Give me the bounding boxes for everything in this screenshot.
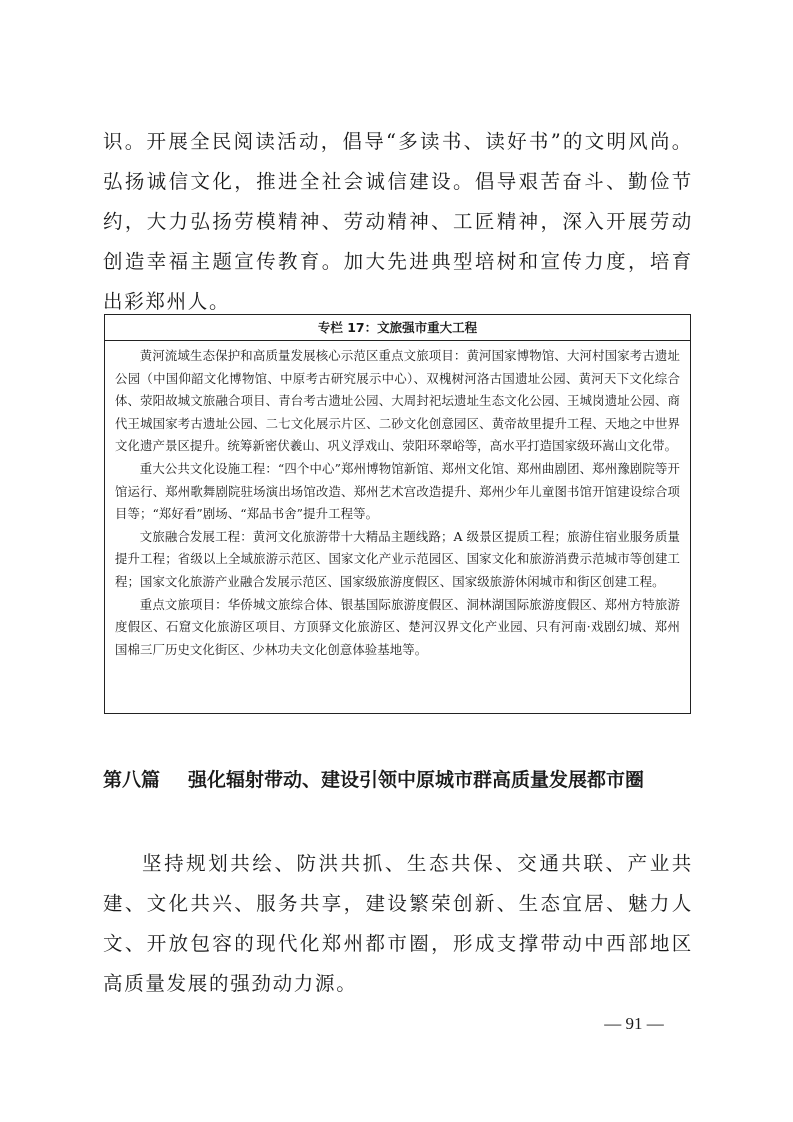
body-paragraph-bottom: 坚持规划共绘、防洪共抓、生态共保、交通共联、产业共建、文化共兴、服务共享，建设繁荣创新、生态宜居、魅力人文、开放包容的现代化郑州都市圈，形成支撑带动中西部地区高质量发展的强劲动力源。 bbox=[103, 852, 693, 995]
feature-box bbox=[104, 314, 691, 714]
page-number: — 91 — bbox=[604, 1014, 664, 1033]
feature-box-paragraph: 文旅融合发展工程：黄河文化旅游带十大精品主题线路；A 级景区提质工程；旅游住宿业服务质量提升工程；省级以上全域旅游示范区、国家文化产业示范园区、国家文化和旅游消费示范城市等创建工程；国家文化旅游产业融合发展示范区、国家级旅游度假区、国家级旅游休闲城市和街区创建工程。 bbox=[115, 528, 680, 589]
body-paragraph-top: 识。开展全民阅读活动，倡导“多读书、读好书”的文明风尚。弘扬诚信文化，推进全社会诚信建设。倡导艰苦奋斗、勤俭节约，大力弘扬劳模精神、劳动精神、工匠精神，深入开展劳动创造幸福主题宣传教育。加大先进典型培树和宣传力度，培育出彩郑州人。 bbox=[103, 130, 693, 313]
section-number: 第八篇 bbox=[103, 769, 161, 791]
feature-box-title: 专栏 17：文旅强市重大工程 bbox=[105, 315, 690, 341]
section-heading bbox=[103, 766, 703, 794]
feature-box-paragraph: 黄河流域生态保护和高质量发展核心示范区重点文旅项目：黄河国家博物馆、大河村国家考古遗址公园（中国仰韶文化博物馆、中原考古研究展示中心）、双槐树河洛古国遗址公园、黄河天下文化综合体、荥阳故城文旅融合项目、青台考古遗址公园、大周封祀坛遗址生态文化公园、王城岗遗址公园、商代王城国家考古遗址公园、二七文化展示片区、二砂文化创意园区、黄帝故里提升工程、天地之中世界文化遗产景区提升。统筹新密伏羲山、巩义浮戏山、荥阳环翠峪等，高水平打造国家级环嵩山文化带。 bbox=[115, 348, 680, 454]
section-title: 强化辐射带动、建设引领中原城市群高质量发展都市圈 bbox=[188, 769, 645, 791]
feature-box-paragraph: 重大公共文化设施工程：“四个中心”郑州博物馆新馆、郑州文化馆、郑州曲剧团、郑州豫剧院等开馆运行、郑州歌舞剧院驻场演出场馆改造、郑州艺术宫改造提升、郑州少年儿童图书馆开馆建设综合项目等；“郑好看”剧场、“郑品书舍”提升工程等。 bbox=[115, 460, 680, 522]
feature-box-body bbox=[105, 341, 690, 661]
feature-box-paragraph: 重点文旅项目：华侨城文旅综合体、银基国际旅游度假区、洞林湖国际旅游度假区、郑州方特旅游度假区、石窟文化旅游区项目、方顶驿文化旅游区、楚河汉界文化产业园、只有河南·戏剧幻城、郑州国棉三厂历史文化街区、少林功夫文化创意体验基地等。 bbox=[115, 596, 680, 657]
